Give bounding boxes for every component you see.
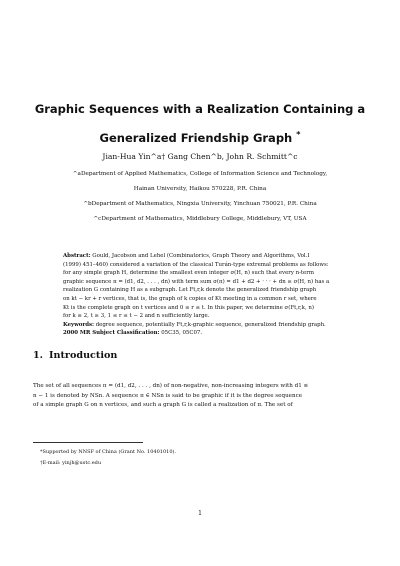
footnote-funding: *Supported by NNSF of China (Grant No. 10401010).	[40, 449, 177, 455]
keywords-label: Keywords:	[63, 321, 94, 328]
title-line-2	[20, 122, 380, 151]
title-line-2-text: Generalized Friendship Graph	[99, 130, 293, 145]
body-line: The set of all sequences π = (d1, d2, . . . , dn) of non-negative, non-increasing integers with d1 ≤	[33, 383, 309, 389]
section-title: Introduction	[49, 350, 118, 361]
keywords-line	[63, 321, 336, 330]
section-number: 1.	[33, 350, 44, 361]
abstract-line: for k ≥ 2, t ≥ 3, 1 ≤ r ≤ t − 2 and n sufficiently large.	[63, 313, 210, 320]
affiliation-a-line-2: Hainan University, Haikou 570228, P.R. China	[133, 186, 267, 192]
affiliation-a-line-1: ^aDepartment of Applied Mathematics, College of Information Science and Technology,	[72, 171, 328, 177]
abstract-text: Gould, Jacobson and Lehel (Combinatorics, Graph Theory and Algorithms, Vol.I	[92, 253, 310, 259]
page-number: 1	[198, 510, 202, 517]
body-line: n − 1 is denoted by NSn. A sequence π ∈ NSn is said to be graphic if it is the degree sequence	[33, 392, 303, 399]
title-line-1: Graphic Sequences with a Realization Containing a	[34, 102, 366, 116]
body-line: of a simple graph G on n vertices, and such a graph G is called a realization of π. The set of	[33, 402, 293, 409]
title-footnote-mark: *	[296, 130, 301, 139]
paper-title	[20, 97, 380, 151]
abstract-line: (1999) 451–460) considered a variation of the classical Turán-type extremal problems as follows:	[63, 261, 329, 268]
abstract-line	[63, 252, 336, 261]
abstract-line: Kt is the complete graph on t vertices and 0 ≤ r ≤ t. In this paper, we determine σ(Ft,r,k, n)	[63, 304, 314, 311]
footnote-email: †E-mail: yinjh@ustc.edu	[40, 460, 102, 466]
affiliation-b: ^bDepartment of Mathematics, Ningxia University, Yinchuan 750021, P.R. China	[83, 201, 317, 207]
author-list: Jian-Hua Yin^a† Gang Chen^b, John R. Schmitt^c	[102, 152, 298, 161]
msc-line	[63, 329, 336, 338]
abstract-label: Abstract:	[63, 253, 91, 259]
abstract	[63, 252, 336, 338]
section-heading	[33, 350, 117, 361]
abstract-line: graphic sequence π = (d1, d2, . . . , dn) with term sum σ(π) = d1 + d2 + · · · + dn ≥ σ(H, n) has a	[63, 278, 330, 285]
keywords-text: degree sequence, potentially Ft,r,k-graphic sequence, generalized friendship graph.	[95, 321, 326, 328]
footnote-rule	[33, 442, 143, 443]
abstract-line: on kt − kr + r vertices, that is, the graph of k copies of Kt meeting in a common r set, where	[63, 295, 317, 302]
msc-text: 05C35, 05C07.	[161, 330, 203, 337]
affiliation-c: ^cDepartment of Mathematics, Middlebury College, Middlebury, VT, USA	[93, 216, 307, 222]
abstract-line: for any simple graph H, determine the smallest even integer σ(H, n) such that every n-term	[63, 270, 314, 277]
body-paragraph	[33, 382, 368, 411]
msc-label: 2000 MR Subject Classification:	[63, 330, 160, 337]
abstract-line: realization G containing H as a subgraph. Let Ft,r,k denote the generalized friendship graph	[63, 287, 317, 294]
